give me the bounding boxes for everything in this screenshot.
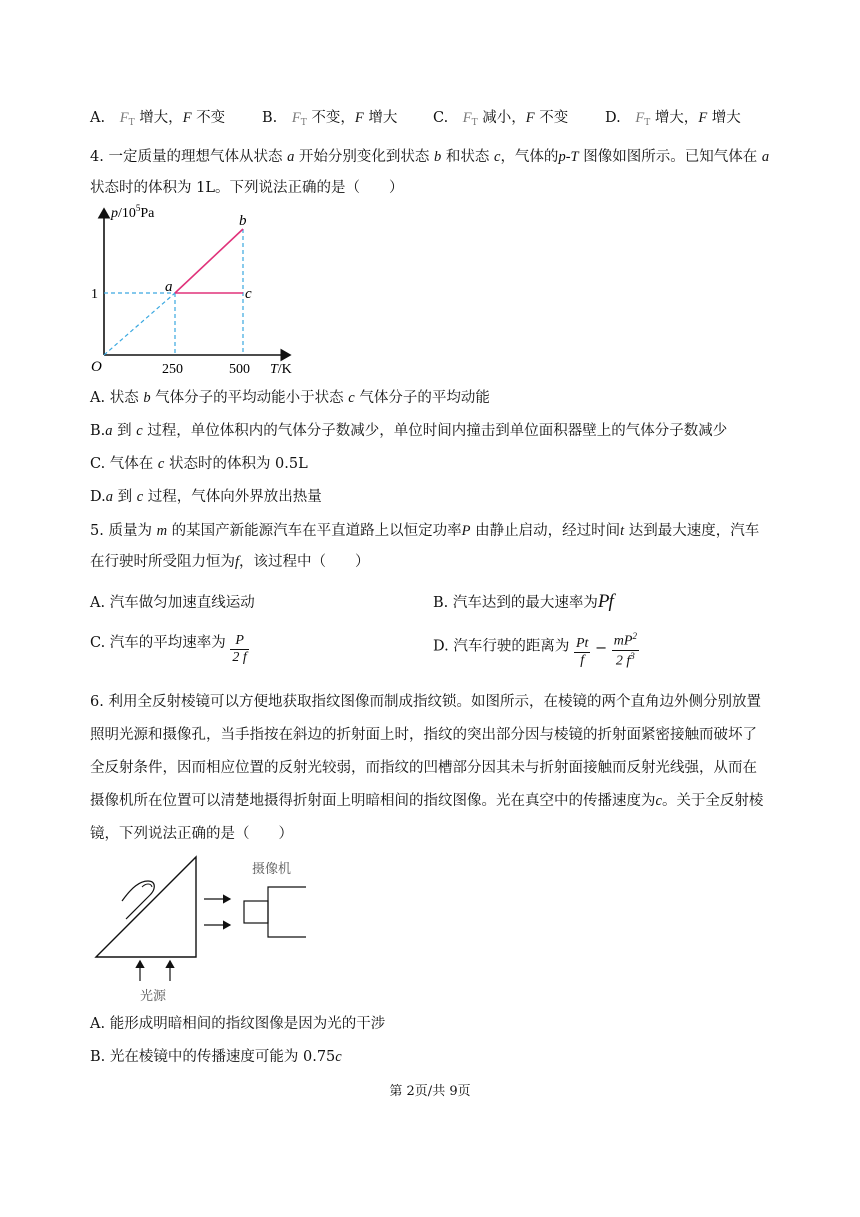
q4-stem-line2: 状态时的体积为 1L。下列说法正确的是（ ） [90, 180, 404, 196]
x-tick-500: 500 [229, 362, 250, 377]
q6-stem-line1: 6. 利用全反射棱镜可以方便地获取指纹图像而制成指纹锁。如图所示，在棱镜的两个直角边外侧分别放置 [90, 694, 761, 710]
point-b-label: b [239, 213, 247, 229]
q5-c-fraction: $\frac{P}{2 f}$ [232, 632, 247, 665]
q3-option-d: D. $F_T$ 增大，F 增大 [605, 110, 741, 128]
q6-stem-line3: 全反射条件，因而相应位置的反射光较弱，而指纹的凹槽部分因其未与折射面接触而反射光线强，从而在 [90, 760, 757, 776]
camera-label: 摄像机 [252, 861, 292, 876]
q5-d-fraction2: $\frac{mP^2}{2 f^3}$ [613, 631, 637, 669]
q6-stem-line4: 摄像机所在位置可以清楚地摄得折射面上明暗相间的指纹图像。光在真空中的传播速度为c。关于全反射棱 [90, 793, 764, 809]
dashed-origin-to-a [104, 293, 175, 355]
q5-stem-line1: 5. 质量为 m 的某国产新能源汽车在平直道路上以恒定功率P 由静止启动，经过时间t 达到最大速度，汽车 [90, 523, 760, 539]
q3-option-b: B. $F_T$ 不变，F 增大 [262, 110, 398, 128]
q4-option-b: B.a 到 c 过程，单位体积内的气体分子数减少，单位时间内撞击到单位面积器壁上的气体分子数减少 [90, 423, 728, 439]
q5-option-a: A. 汽车做匀加速直线运动 [90, 595, 255, 611]
point-c-label: c [245, 286, 252, 302]
light-source-label: 光源 [140, 988, 167, 1003]
q6-option-b: B. 光在棱镜中的传播速度可能为 0.75c [90, 1049, 342, 1065]
y-axis-label: $p/10^5Pa$ [111, 203, 155, 221]
q5-d-fraction1: $\frac{Pt}{f}$ [575, 636, 589, 669]
origin-label: O [91, 359, 102, 375]
line-a-to-b [175, 229, 243, 293]
y-tick-1: 1 [91, 287, 98, 302]
q6-stem-line5: 镜，下列说法正确的是（ ） [90, 826, 293, 842]
x-tick-250: 250 [162, 362, 183, 377]
q5-stem-line2: 在行驶时所受阻力恒为f，该过程中（ ） [90, 554, 370, 570]
q3-option-c: C. $F_T$ 减小，F 不变 [433, 110, 569, 128]
q6-option-a: A. 能形成明暗相间的指纹图像是因为光的干涉 [90, 1016, 386, 1032]
prism-triangle [96, 857, 196, 957]
q5-option-c: C. 汽车的平均速率为 $\frac{P}{2 f}$ [90, 632, 247, 665]
q4-stem-line1: 4. 一定质量的理想气体从状态 a 开始分别变化到状态 b 和状态 c，气体的p-T 图像如图所示。已知气体在 a [90, 149, 770, 165]
camera-lens [244, 901, 268, 923]
q5-option-d: D. 汽车行驶的距离为 $\frac{Pt}{f}$ − $\frac{mP^2}{2 f^3}$ [433, 631, 637, 669]
finger-nail [142, 884, 152, 887]
q4-option-c: C. 气体在 c 状态时的体积为 0.5L [90, 456, 308, 472]
q3-option-a: A. $F_T$ 增大，F 不变 [90, 110, 226, 128]
q4-option-d: D.a 到 c 过程，气体向外界放出热量 [90, 489, 322, 505]
finger-shape [122, 881, 154, 919]
x-axis-label: T/K [270, 362, 292, 377]
page-footer: 第 2页/共 9页 [389, 1084, 471, 1099]
prism-figure [92, 855, 332, 1005]
q6-stem-line2: 照明光源和摄像孔，当手指按在斜边的折射面上时，指纹的突出部分因与棱镜的折射面紧密接触而破坏了 [90, 727, 757, 743]
point-a-label: a [165, 279, 173, 295]
pt-graph [85, 203, 300, 383]
camera-body [268, 887, 306, 937]
q4-option-a: A. 状态 b 气体分子的平均动能小于状态 c 气体分子的平均动能 [90, 390, 490, 406]
q5-option-b: B. 汽车达到的最大速率为Pf [433, 591, 613, 612]
